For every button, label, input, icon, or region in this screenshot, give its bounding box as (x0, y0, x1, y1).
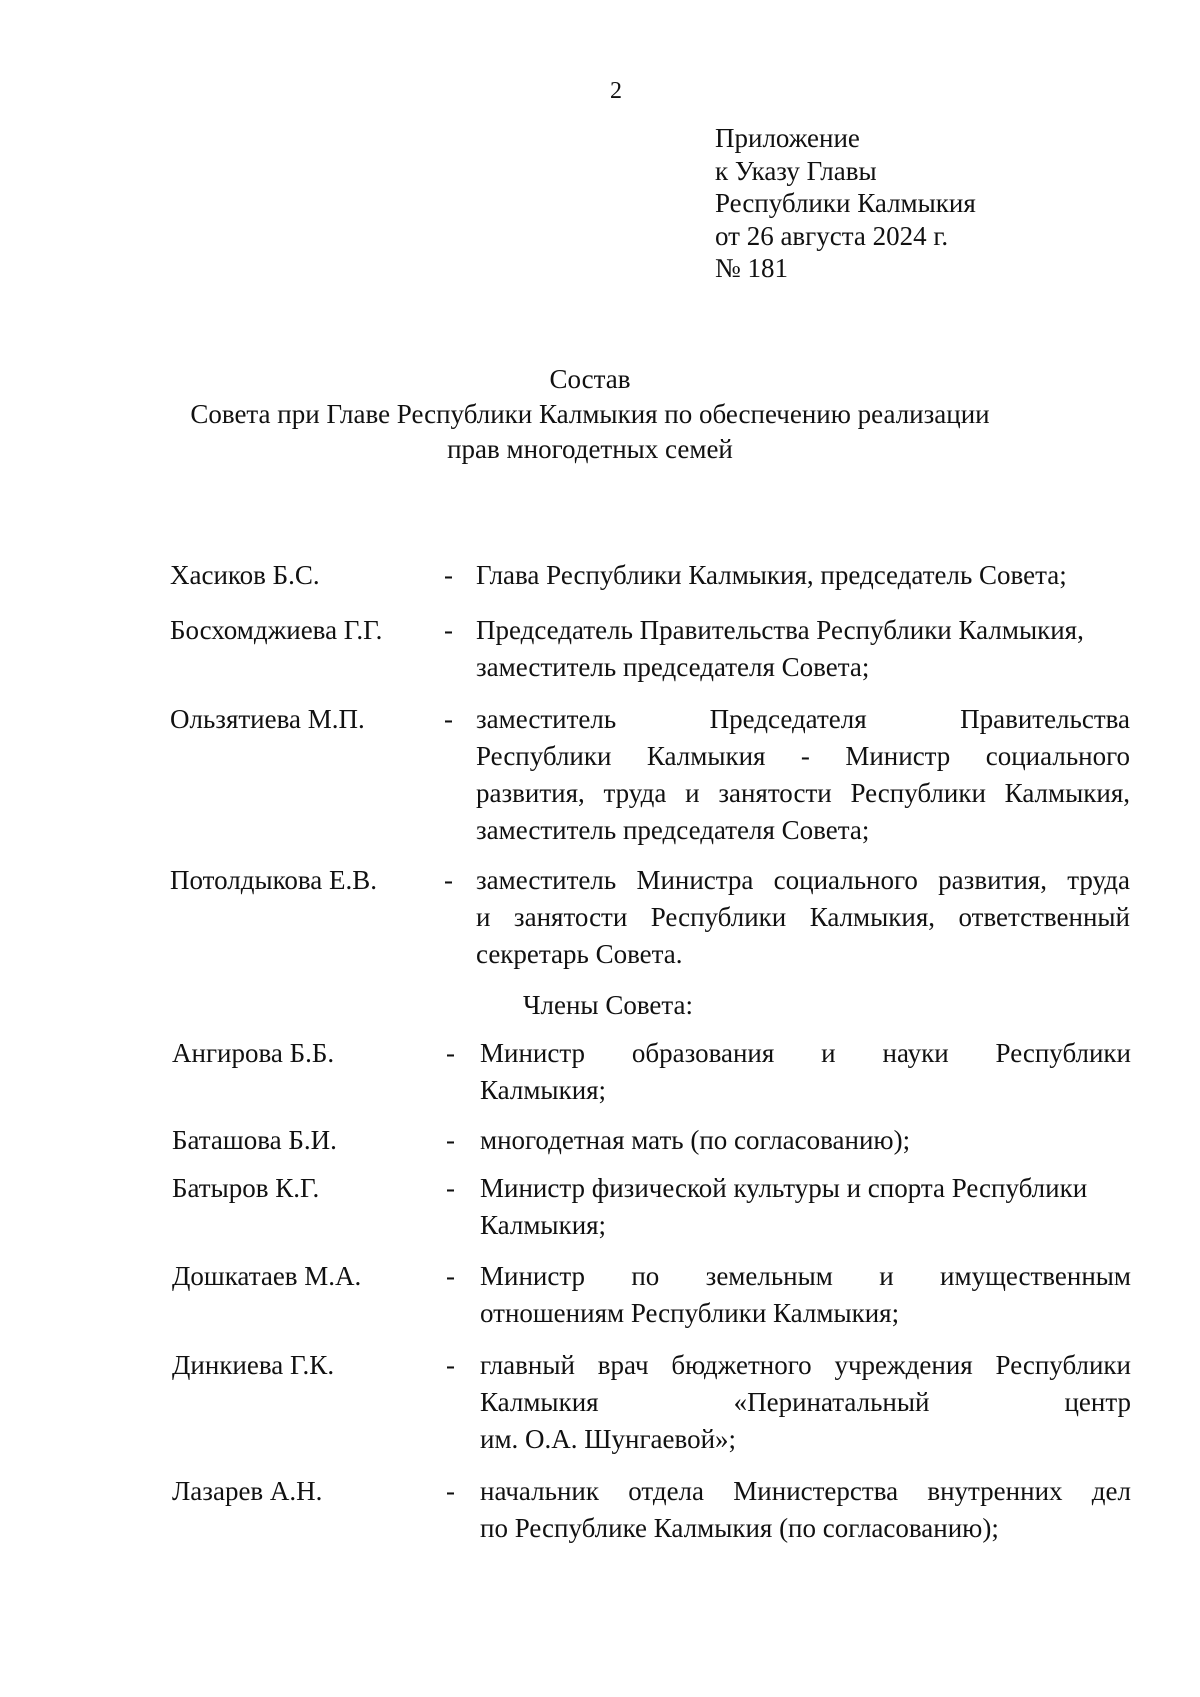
members-heading-text: Члены Совета: (522, 990, 694, 1020)
appendix-block (715, 122, 976, 285)
page-number: 2 (610, 78, 622, 104)
position-line: и занятости Республики Калмыкия, ответственный (476, 902, 1130, 932)
dash-separator: - (444, 865, 453, 895)
person-position (480, 1473, 1131, 1547)
dash-separator: - (444, 704, 453, 734)
position-line: заместитель председателя Совета; (476, 652, 870, 682)
position-line: им. О.А. Шунгаевой»; (480, 1424, 737, 1454)
position-line: по Республике Калмыкия (по согласованию); (480, 1513, 999, 1543)
position-line: Министр физической культуры и спорта Республики (480, 1173, 1088, 1203)
dash-separator: - (446, 1261, 455, 1291)
person-name: Ользятиева М.П. (170, 704, 365, 734)
position-line: многодетная мать (по согласованию); (480, 1125, 911, 1155)
document-title (120, 362, 1060, 467)
position-line: Председатель Правительства Республики Калмыкия, (476, 615, 1084, 645)
person-name: Баташова Б.И. (172, 1125, 337, 1155)
position-line: Калмыкия «Перинатальный центр (480, 1387, 1131, 1417)
person-position (480, 1122, 1131, 1159)
dash-separator: - (444, 615, 453, 645)
position-line: Министр образования и науки Республики (480, 1038, 1131, 1068)
person-position (480, 1170, 1131, 1244)
appendix-line: Приложение (715, 123, 860, 153)
appendix-line: Республики Калмыкия (715, 188, 976, 218)
person-name: Потолдыкова Е.В. (170, 865, 377, 895)
person-position (480, 1258, 1131, 1332)
title-line: Состав (549, 364, 631, 394)
position-line: Глава Республики Калмыкия, председатель Совета; (476, 560, 1067, 590)
person-position (476, 612, 1130, 686)
position-line: Калмыкия; (480, 1210, 607, 1240)
person-position (476, 862, 1130, 973)
position-line: заместитель Министра социального развития, труда (476, 865, 1130, 895)
position-line: заместитель председателя Совета; (476, 815, 870, 845)
person-name: Хасиков Б.С. (170, 560, 320, 590)
position-line: секретарь Совета. (476, 939, 683, 969)
person-name: Ангирова Б.Б. (172, 1038, 335, 1068)
position-line: отношениям Республики Калмыкия; (480, 1298, 900, 1328)
position-line: Республики Калмыкия - Министр социального (476, 741, 1130, 771)
title-line: прав многодетных семей (447, 434, 733, 464)
dash-separator: - (446, 1350, 455, 1380)
position-line: заместитель Председателя Правительства (476, 704, 1130, 734)
person-position (476, 701, 1130, 849)
person-position (476, 557, 1130, 594)
person-position (480, 1347, 1131, 1458)
position-line: начальник отдела Министерства внутренних дел (480, 1476, 1131, 1506)
dash-separator: - (444, 560, 453, 590)
dash-separator: - (446, 1125, 455, 1155)
position-line: Министр по земельным и имущественным (480, 1261, 1131, 1291)
dash-separator: - (446, 1038, 455, 1068)
position-line: главный врач бюджетного учреждения Республики (480, 1350, 1131, 1380)
person-position (480, 1035, 1131, 1109)
person-name: Дошкатаев М.А. (172, 1261, 362, 1291)
members-heading (0, 988, 1200, 1023)
appendix-line: к Указу Главы (715, 155, 877, 186)
title-line: Совета при Главе Республики Калмыкия по обеспечению реализации (190, 399, 990, 429)
person-name: Динкиева Г.К. (172, 1350, 335, 1380)
dash-separator: - (446, 1173, 455, 1203)
appendix-line: от 26 августа 2024 г. (715, 220, 949, 251)
appendix-line: № 181 (715, 253, 789, 283)
person-name: Босхомджиева Г.Г. (170, 615, 383, 645)
position-line: развития, труда и занятости Республики Калмыкия, (476, 778, 1130, 808)
dash-separator: - (446, 1476, 455, 1506)
person-name: Батыров К.Г. (172, 1173, 320, 1203)
position-line: Калмыкия; (480, 1075, 607, 1105)
person-name: Лазарев А.Н. (172, 1476, 323, 1506)
